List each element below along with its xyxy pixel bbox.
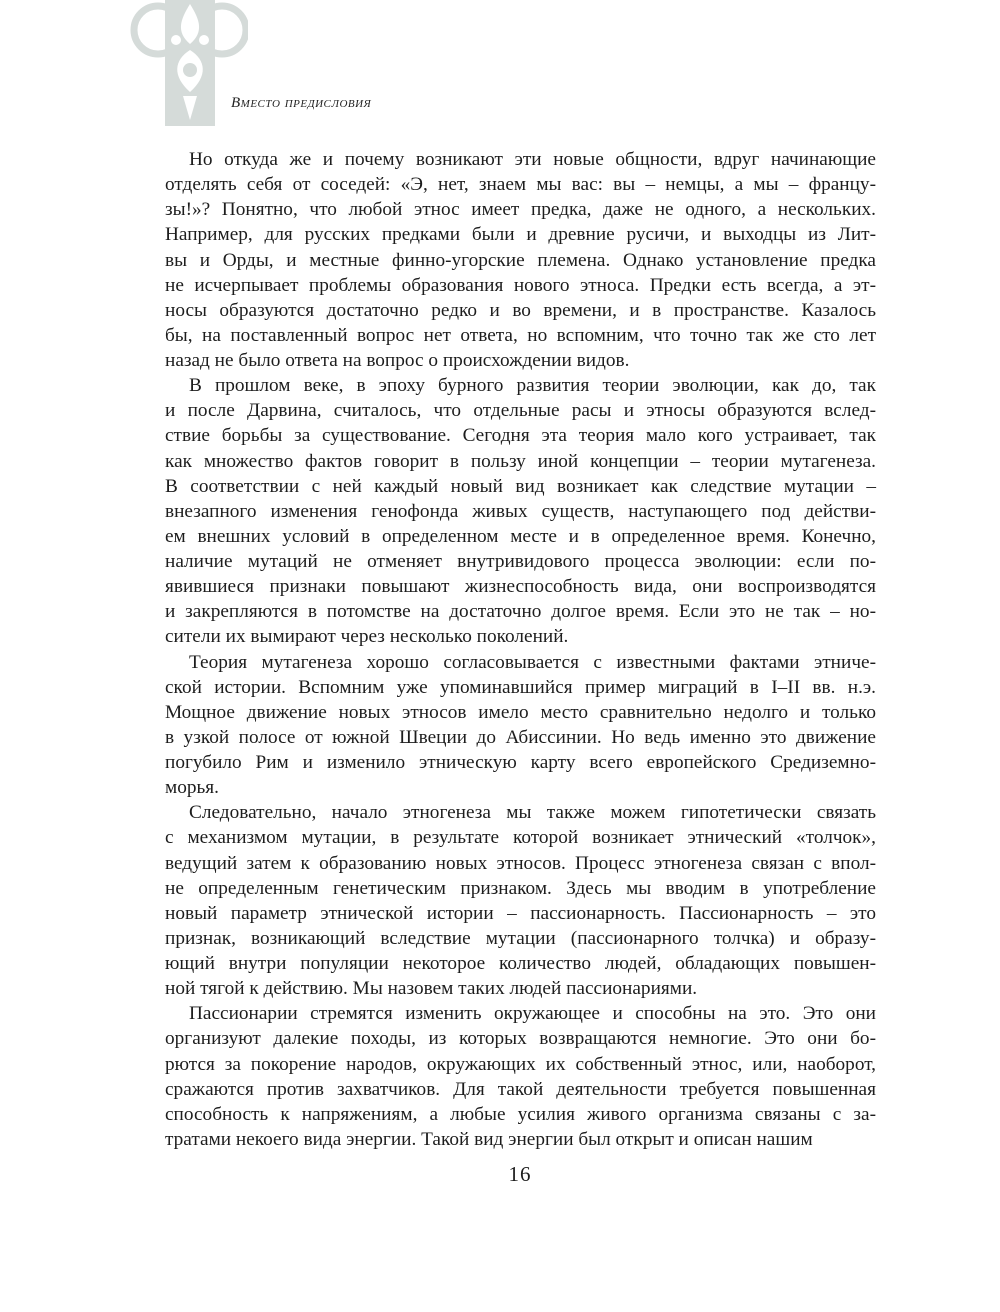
text-line: в узкой полосе от южной Швеции до Абиссинии. Но ведь именно это движение: [165, 726, 876, 748]
text-line: ем внешних условий в определенном месте и в определенное время. Конечно,: [165, 525, 876, 547]
text-line: ской истории. Вспомним уже упоминавшийся пример миграций в I–II вв. н.э.: [165, 676, 876, 698]
text-line: вы и Орды, и местные финно-угорские племена. Однако установление предка: [165, 249, 876, 271]
text-line: сители их вымирают через несколько поколений.: [165, 626, 569, 648]
text-line: и после Дарвина, считалось, что отдельные расы и этносы образуются вслед-: [165, 400, 876, 422]
text-line: признак, возникающий вследствие мутации (пассионарного толчка) и образу-: [165, 927, 876, 949]
running-title: Вместо предисловия: [231, 95, 372, 111]
text-line: организуют далекие походы, из которых возвращаются немногие. Это они бо-: [165, 1028, 876, 1050]
text-line: В соответствии с ней каждый новый вид возникает как следствие мутации –: [165, 475, 876, 497]
text-line: внезапного изменения генофонда живых существ, наступающего под действи-: [165, 500, 876, 522]
text-line: В прошлом веке, в эпоху бурного развития теории эволюции, как до, так: [189, 375, 876, 397]
text-line: Но откуда же и почему возникают эти новые общности, вдруг начинающие: [189, 149, 876, 170]
text-line: явившиеся признаки повышают жизнеспособность вида, они воспроизводятся: [165, 576, 876, 598]
text-line: Теория мутагенеза хорошо согласовывается с известными фактами этниче-: [189, 651, 876, 673]
text-line: с механизмом мутации, в результате которой возникает этнический «толчок»,: [165, 827, 876, 849]
text-line: новый параметр этнической истории – пассионарность. Пассионарность – это: [165, 902, 876, 924]
text-line: Следовательно, начало этногенеза мы также можем гипотетически связать: [189, 802, 876, 824]
text-line: погубило Рим и изменило этническую карту всего европейского Средиземно-: [165, 752, 876, 773]
text-line: ющий внутри популяции некоторое количество людей, обладающих повышен-: [165, 953, 876, 974]
text-line: ствие борьбы за существование. Сегодня эта теория мало кого устраивает, так: [165, 425, 876, 447]
text-line: ведущий затем к образованию новых этносов. Процесс этногенеза связан с впол-: [165, 852, 876, 874]
text-line: сражаются против захватчиков. Для такой деятельности требуется повышенная: [165, 1078, 876, 1100]
page-number: 16: [508, 1162, 532, 1186]
text-line: зы!»? Понятно, что любой этнос имеет предка, даже не одного, а нескольких.: [165, 199, 876, 221]
paragraph: [165, 147, 876, 373]
text-line: наличие мутаций не отменяет внутривидового процесса эволюции: если по-: [165, 551, 876, 572]
paragraph: [165, 650, 876, 801]
paragraph: [165, 800, 876, 1001]
text-line: Пассионарии стремятся изменить окружающее и способны на это. Это они: [189, 1003, 876, 1025]
text-line: как множество фактов говорит в пользу иной концепции – теории мутагенеза.: [165, 450, 876, 472]
text-line: морья.: [165, 777, 219, 799]
text-line: не исчерпывает проблемы образования нового этноса. Предки есть всегда, а эт-: [165, 274, 876, 296]
body-text: [165, 147, 876, 1152]
text-line: бы, на поставленный вопрос нет ответа, но вспомним, что точно так же сто лет: [165, 324, 876, 346]
text-line: носы образуются достаточно редко и во времени, и в пространстве. Казалось: [165, 299, 876, 321]
text-line: Например, для русских предками были и древние русичи, и выходцы из Лит-: [165, 224, 876, 246]
text-line: назад не было ответа на вопрос о происхождении видов.: [165, 350, 630, 371]
text-line: рются за покорение народов, окружающих их собственный этнос, или, наоборот,: [165, 1053, 876, 1075]
text-line: Мощное движение новых этносов имело место сравнительно недолго и только: [165, 701, 876, 723]
paragraph: [165, 373, 876, 649]
text-line: не определенным генетическим признаком. Здесь мы вводим в употребление: [165, 877, 876, 899]
text-line: и закрепляются в потомстве на достаточно долгое время. Если это не так – но-: [165, 601, 876, 623]
text-line: тратами некоего вида энергии. Такой вид энергии был открыт и описан нашим: [165, 1128, 813, 1150]
decorative-ornament: [128, 0, 248, 126]
text-line: ной тягой к действию. Мы назовем таких людей пассионариями.: [165, 978, 698, 1000]
text-line: способность к напряжениям, а любые усилия живого организма связаны с за-: [165, 1103, 876, 1125]
text-line: отделять себя от соседей: «Э, нет, знаем мы вас: вы – немцы, а мы – францу-: [165, 174, 876, 196]
paragraph: [165, 1001, 876, 1152]
